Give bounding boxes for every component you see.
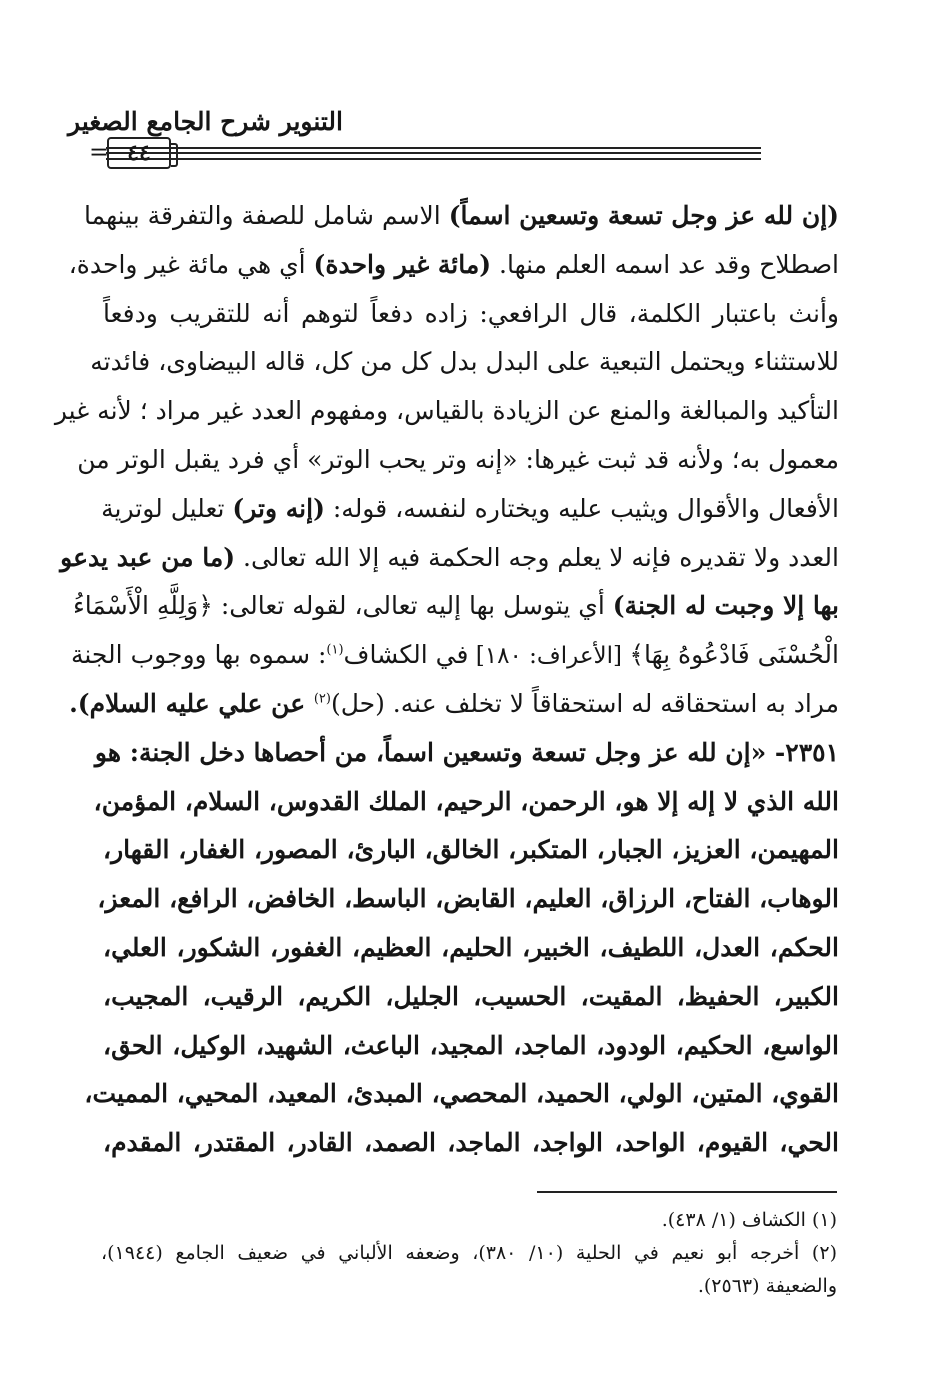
footnote-marker: (١) — [326, 642, 344, 658]
text-line: معمول به؛ ولأنه قد ثبت غيرها: «إنه وتر يحب الوتر» أي فرد يقبل الوتر من — [77, 444, 839, 474]
hadith-heading: ٢٣٥١- «إن لله عز وجل تسعة وتسعين اسماً، من أحصاها دخل الجنة: هو — [94, 737, 839, 767]
text-line: الكبير، الحفيظ، المقيت، الحسيب، الجليل، الكريم، الرقيب، المجيب، — [103, 981, 839, 1011]
page-number: ٤٤ — [107, 137, 171, 169]
text-line: (إن لله عز وجل تسعة وتسعين اسماً) الاسم شامل للصفة والتفرقة بينهما — [84, 201, 839, 230]
quran-verse: الْحُسْنَى فَادْعُوهُ بِهَا﴾ — [629, 640, 839, 670]
footnotes — [101, 1204, 837, 1303]
text-line: الواسع، الحكيم، الودود، الماجد، المجيد، الباعث، الشهيد، الوكيل، الحق، — [103, 1030, 839, 1060]
text-line: للاستثناء ويحتمل التبعية على البدل بدل كل من كل، قاله البيضاوى، فائدته — [90, 347, 839, 377]
text-line: الأفعال والأقوال ويثيب عليه ويختاره لنفسه، قوله: (إنه وتر) تعليل لوترية — [101, 493, 839, 523]
verse-reference: [الأعراف: ١٨٠] — [468, 643, 630, 670]
header-rule — [106, 152, 761, 154]
running-title: التنوير شرح الجامع الصغير — [68, 107, 343, 136]
text-line: الوهاب، الفتاح، الرزاق، العليم، القابض، الباسط، الخافض، الرافع، المعز، — [97, 884, 839, 914]
text-line: القوي، المتين، الولي، الحميد، المحصي، المبدئ، المعيد، المحيي، المميت، — [84, 1079, 839, 1109]
text-line: المهيمن، العزيز، الجبار، المتكبر، الخالق، البارئ، المصور، الغفار، القهار، — [103, 835, 839, 865]
quran-verse: ﴿وَلِلَّهِ الْأَسْمَاءُ — [72, 591, 213, 621]
footnote-marker: (٢) — [313, 691, 331, 707]
footnote: (٢) أخرجه أبو نعيم في الحلية (١٠/ ٣٨٠)، وضعفه الألباني في ضعيف الجامع (١٩٤٤)، — [101, 1242, 837, 1264]
text-line: بها إلا وجبت له الجنة) أي يتوسل بها إليه تعالى، لقوله تعالى: ﴿وَلِلَّهِ الْأَسْمَاءُ — [72, 591, 839, 621]
footnote-separator — [537, 1191, 837, 1193]
page-edge-mark: = — [89, 138, 110, 166]
footnote-continuation: والضعيفة (٢٥٦٣). — [697, 1275, 837, 1297]
header-rule — [106, 147, 761, 149]
text-line: الحي، القيوم، الواحد، الواجد، الماجد، الصمد، القادر، المقتدر، المقدم، — [103, 1128, 839, 1158]
text-line: الْحُسْنَى فَادْعُوهُ بِهَا﴾ [الأعراف: ١٨٠] في الكشاف$^{(١)}$: سموه بها ووجوب الجنة — [70, 640, 839, 670]
body-text — [54, 192, 839, 1168]
footnote: (١) الكشاف (١/ ٤٣٨). — [661, 1209, 837, 1231]
text-line: وأنث باعتبار الكلمة، قال الرافعي: زاده دفعاً لتوهم أنه للتقريب ودفعاً — [103, 298, 839, 328]
text-line: الحكم، العدل، اللطيف، الخبير، الحليم، العظيم، الغفور، الشكور، العلي، — [103, 932, 839, 962]
honorific-glyph: عليه السلام — [89, 688, 210, 718]
text-line: الله الذي لا إله إلا هو، الرحمن، الرحيم، الملك القدوس، السلام، المؤمن، — [93, 786, 839, 816]
header-rule — [106, 158, 761, 160]
text-line: اصطلاح وقد عد اسمه العلم منها. (مائة غير واحدة) أي هي مائة غير واحدة، — [68, 249, 839, 279]
text-line: مراد به استحقاقه له استحقاقاً لا تخلف عنه. (حل)$^{(٢)}$ عن علي عليه السلام). — [69, 688, 839, 718]
text-line: التأكيد والمبالغة والمنع عن الزيادة بالقياس، ومفهوم العدد غير مراد ؛ لأنه غير — [54, 396, 839, 426]
text-line: العدد ولا تقديره فإنه لا يعلم وجه الحكمة فيه إلا الله تعالى. (ما من عبد يدعو — [60, 542, 839, 572]
